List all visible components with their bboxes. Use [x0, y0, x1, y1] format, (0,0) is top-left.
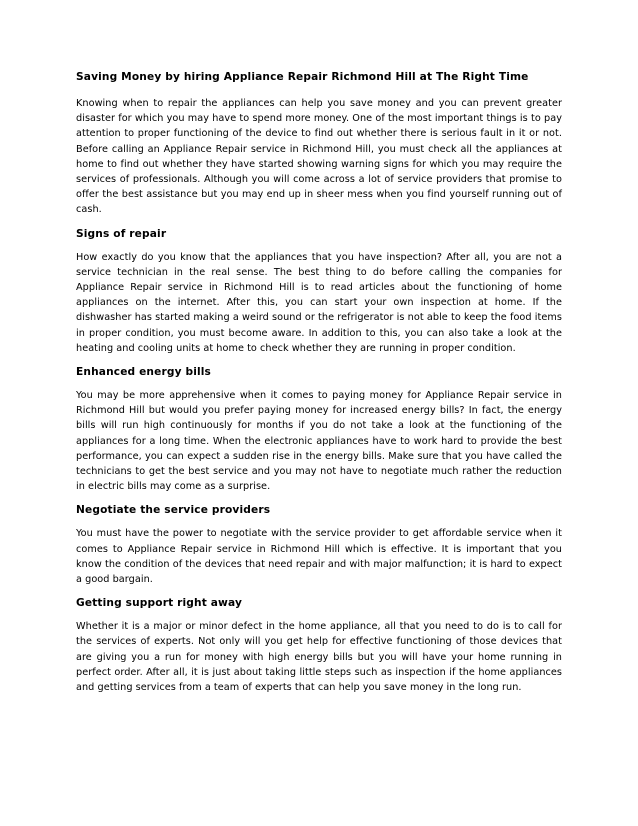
section-heading: Signs of repair	[76, 227, 167, 240]
section-heading: Negotiate the service providers	[76, 504, 271, 517]
section-signs-of-repair	[76, 227, 562, 356]
document-title: Saving Money by hiring Appliance Repair Richmond Hill at The Right Time	[76, 71, 529, 83]
section-negotiate-service-providers	[76, 503, 562, 587]
section-paragraph: You must have the power to negotiate with the service provider to get affordable service when it comes to Appliance Repair service in Richmond Hill which is effective. It is important that you know the condition of the devices that need repair and with major malfunction; it is hard to expect a good bargain.	[76, 528, 562, 586]
intro-paragraph: Knowing when to repair the appliances can help you save money and you can prevent greater disaster for which you may have to spend more money. One of the most important things is to pay attention to proper functioning of the device to find out whether there is serious fault in it or not. Before calling an Appliance Repair service in Richmond Hill, you must check all the appliances at home to find out whether they have started showing warning signs for which you may require the services of professionals. Although you will come across a lot of service providers that promise to offer the best assistance but you may end up in sheer mess when you find yourself running out of cash.	[76, 98, 562, 216]
section-enhanced-energy-bills	[76, 365, 562, 494]
document-page	[76, 70, 562, 704]
section-heading: Enhanced energy bills	[76, 366, 211, 379]
section-paragraph: You may be more apprehensive when it comes to paying money for Appliance Repair service in Richmond Hill but would you prefer paying money for increased energy bills? In fact, the energy bills will run high continuously for months if you do not take a look at the functioning of the appliances for a long time. When the electronic appliances have to work hard to provide the best performance, you can expect a sudden rise in the energy bills. Make sure that you have called the technicians to get the best service and you may not have to negotiate much rather the reduction in electric bills may come as a surprise.	[76, 390, 562, 493]
section-heading: Getting support right away	[76, 597, 243, 610]
section-paragraph: How exactly do you know that the appliances that you have inspection? After all, you are not a service technician in the real sense. The best thing to do before calling the companies for Appliance Repair service in Richmond Hill is to read articles about the functioning of home appliances on the internet. After this, you can start your own inspection at home. If the dishwasher has started making a weird sound or the refrigerator is not able to keep the food items in proper condition, you must become aware. In addition to this, you can also take a look at the heating and cooling units at home to check whether they are running in proper condition.	[76, 251, 562, 354]
section-paragraph: Whether it is a major or minor defect in the home appliance, all that you need to do is to call for the services of experts. Not only will you get help for effective functioning of those devices that are giving you a run for money with high energy bills but you will have your home running in perfect order. After all, it is just about taking little steps such as inspection if the home appliances and getting services from a team of experts that can help you save money in the long run.	[76, 621, 562, 694]
section-getting-support	[76, 596, 562, 695]
